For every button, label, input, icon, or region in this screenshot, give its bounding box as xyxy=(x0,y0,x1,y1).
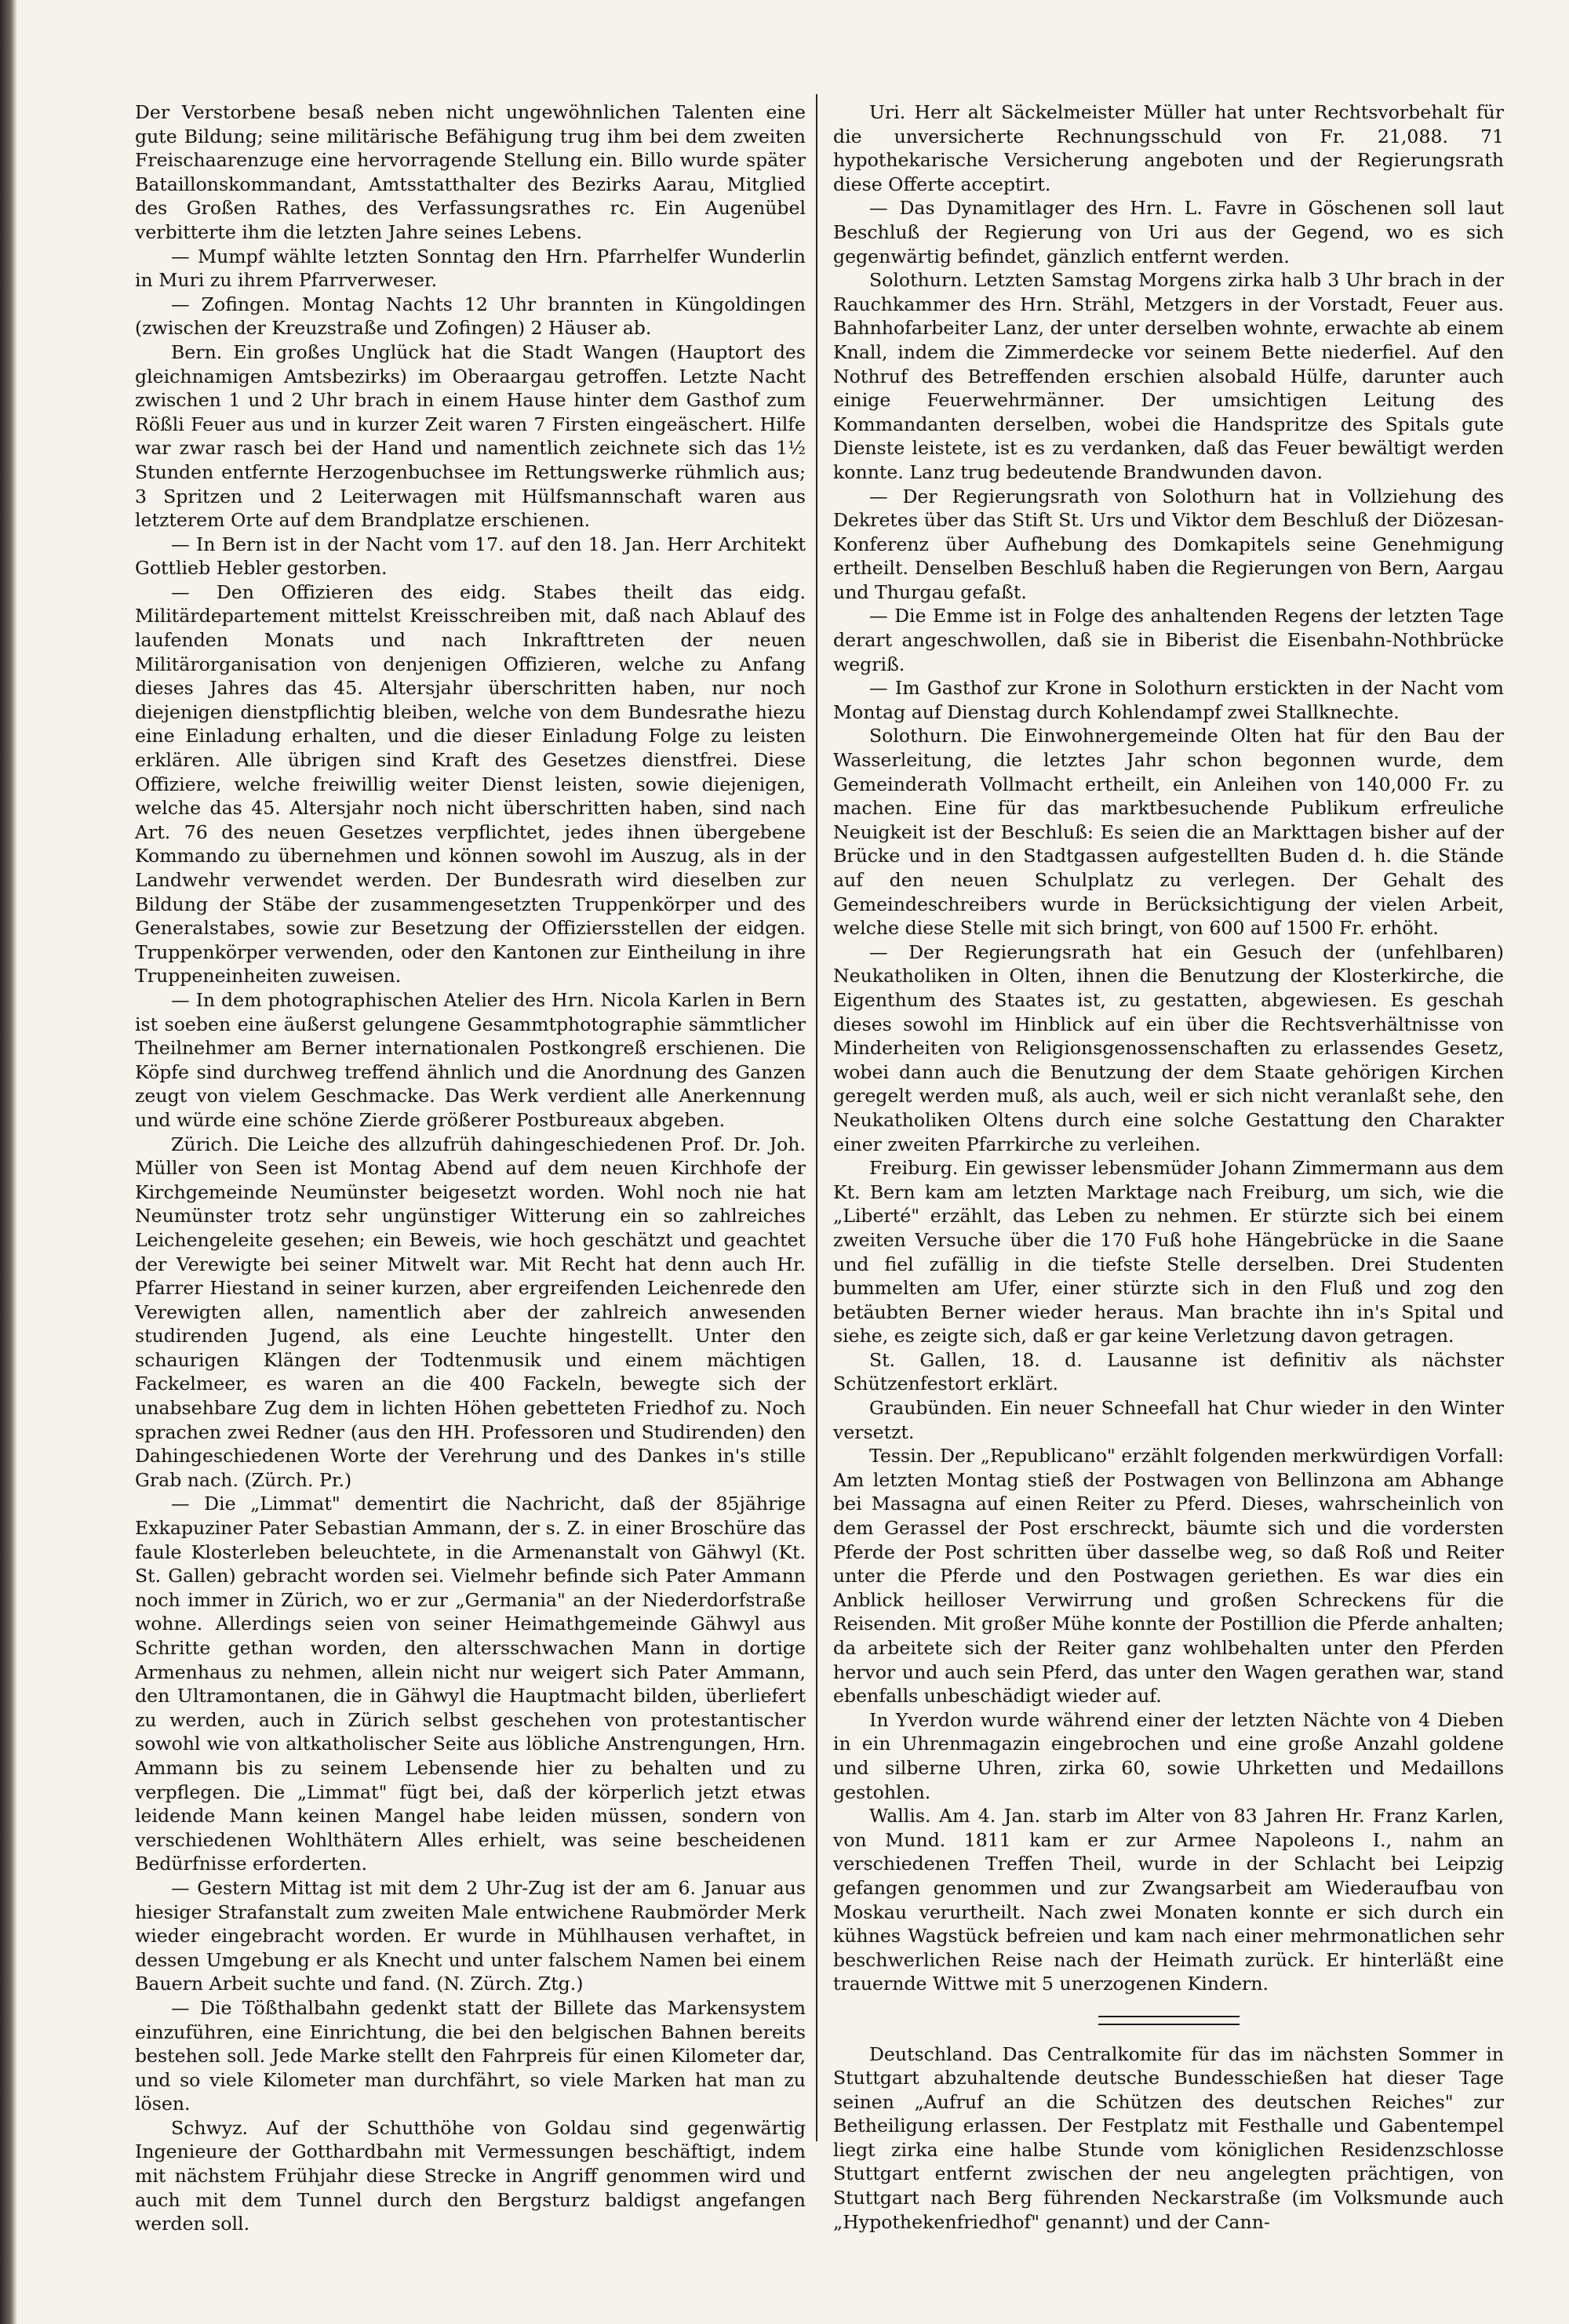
article-paragraph: — Den Offizieren des eidg. Stabes theilt das eidg. Militärdepartement mittelst Kreisschreiben mit, daß nach Ablauf des laufenden Monats und nach Inkrafttreten der neuen Militärorganisation von denjenigen Offizieren, welche zu Anfang dieses Jahres das 45. Altersjahr überschritten haben, nur noch diejenigen dienstpflichtig bleiben, welche von dem Bundesrathe hiezu eine Einladung erhalten, und die dieser Einladung Folge zu leisten erklären. Alle übrigen sind Kraft des Gesetzes dienstfrei. Diese Offiziere, welche freiwillig weiter Dienst leisten, sowie diejenigen, welche das 45. Altersjahr noch nicht überschritten haben, sind nach Art. 76 des neuen Gesetzes verpflichtet, jedes ihnen übergebene Kommando zu übernehmen und können sowohl im Auszug, als in der Landwehr verwendet werden. Der Bundesrath wird dieselben zur Bildung der Stäbe der zusammengesetzten Truppenkörper und des Generalstabes, sowie zur Besetzung der Offiziersstellen der eidgen. Truppenkörper verwenden, oder den Kantonen zur Eintheilung in ihre Truppeneinheiten zuweisen. xyxy=(135,580,806,987)
article-paragraph: — Der Regierungsrath hat ein Gesuch der (unfehlbaren) Neukatholiken in Olten, ihnen die Benutzung der Klosterkirche, die Eigenthum des Staates ist, zu gestatten, abgewiesen. Es geschah dieses sowohl im Hinblick auf ein über die Rechtsverhältnisse von Minderheiten von Religionsgenossenschaften zu erlassendes Gesetz, wobei dann auch die Benutzung der dem Staate gehörigen Kirchen geregelt werden muß, als auch, weil er sich nicht veranlaßt sehe, den Neukatholiken Oltens durch eine solche Gestattung den Charakter einer zweiten Pfarrkirche zu verleihen. xyxy=(833,940,1504,1155)
article-paragraph: — Die „Limmat" dementirt die Nachricht, daß der 85jährige Exkapuziner Pater Sebastian Ammann, der s. Z. in einer Broschüre das faule Klosterleben beleuchtete, in die Armenanstalt von Gähwyl (Kt. St. Gallen) gebracht worden sei. Vielmehr befinde sich Pater Ammann noch immer in Zürich, wo er zur „Germania" an der Niederdorfstraße wohne. Allerdings seien von seiner Heimathgemeinde Gähwyl aus Schritte gethan worden, den altersschwachen Mann in dortige Armenhaus zu nehmen, allein nicht nur weigert sich Pater Ammann, den Ultramontanen, die in Gähwyl die Hauptmacht bilden, überliefert zu werden, auch in Zürich selbst geschehen von protestantischer sowohl wie von altkatholischer Seite aus löbliche Anstrengungen, Hrn. Ammann bis zu seinem Lebensende hier zu behalten und zu verpflegen. Die „Limmat" fügt bei, daß der körperlich jetzt etwas leidende Mann keinen Mangel habe leiden müssen, sondern von verschiedenen Wohlthätern Alles erhielt, was seine bescheidenen Bedürfnisse erforderten. xyxy=(135,1493,806,1875)
section-separator xyxy=(833,2007,1504,2031)
article-paragraph: — Zofingen. Montag Nachts 12 Uhr brannten in Küngoldingen (zwischen der Kreuzstraße und Zofingen) 2 Häuser ab. xyxy=(135,293,806,340)
article-paragraph: — Im Gasthof zur Krone in Solothurn erstickten in der Nacht vom Montag auf Dienstag durch Kohlendampf zwei Stallknechte. xyxy=(833,677,1504,723)
page-binding-edge xyxy=(0,0,17,2324)
article-paragraph: St. Gallen, 18. d. Lausanne ist definitiv als nächster Schützenfestort erklärt. xyxy=(833,1348,1504,1395)
article-paragraph: Freiburg. Ein gewisser lebensmüder Johann Zimmermann aus dem Kt. Bern kam am letzten Marktage nach Freiburg, um sich, wie die „Liberté" erzählt, das Leben zu nehmen. Er stürzte sich bei einem zweiten Versuche über die 170 Fuß hohe Hängebrücke in die Saane und fiel zufällig in die tiefste Stelle derselben. Drei Studenten bummelten am Ufer, einer stürzte sich in den Fluß und zog den betäubten Berner wieder heraus. Man brachte ihn in's Spital und siehe, es zeigte sich, daß er gar keine Verletzung davon getragen. xyxy=(833,1157,1504,1347)
article-paragraph: Graubünden. Ein neuer Schneefall hat Chur wieder in den Winter versetzt. xyxy=(833,1397,1504,1443)
article-paragraph: — Das Dynamitlager des Hrn. L. Favre in Göschenen soll laut Beschluß der Regierung von Uri aus der Gegend, wo es sich gegenwärtig befindet, gänzlich entfernt werden. xyxy=(833,197,1504,267)
article-paragraph: — In Bern ist in der Nacht vom 17. auf den 18. Jan. Herr Architekt Gottlieb Hebler gestorben. xyxy=(135,533,806,580)
article-paragraph: — Der Regierungsrath von Solothurn hat in Vollziehung des Dekretes über das Stift St. Urs und Viktor dem Beschluß der Diözesan-Konferenz über Aufhebung des Domkapitels seine Genehmigung ertheilt. Denselben Beschluß haben die Regierungen von Bern, Aargau und Thurgau gefaßt. xyxy=(833,485,1504,603)
article-paragraph: Uri. Herr alt Säckelmeister Müller hat unter Rechtsvorbehalt für die unversicherte Rechnungsschuld von Fr. 21,088. 71 hypothekarische Versicherung angeboten und der Regierungsrath diese Offerte acceptirt. xyxy=(833,101,1504,195)
article-paragraph: Solothurn. Letzten Samstag Morgens zirka halb 3 Uhr brach in der Rauchkammer des Hrn. Strähl, Metzgers in der Vorstadt, Feuer aus. Bahnhofarbeiter Lanz, der unter derselben wohnte, erwachte ab einem Knall, indem die Zimmerdecke vor seinem Bette niederfiel. Auf den Nothruf des Betreffenden erschien alsobald Hülfe, darunter auch einige Feuerwehrmänner. Der umsichtigen Leitung des Kommandanten derselben, wobei die Handspritze des Spitals gute Dienste leistete, ist es zu verdanken, daß das Feuer bewältigt werden konnte. Lanz trug bedeutende Brandwunden davon. xyxy=(833,269,1504,483)
article-paragraph: Tessin. Der „Republicano" erzählt folgenden merkwürdigen Vorfall: Am letzten Montag stieß der Postwagen von Bellinzona am Abhange bei Massagna auf einen Reiter zu Pferd. Dieses, wahrscheinlich von dem Gerassel der Post erschreckt, bäumte sich und die vordersten Pferde der Post schritten über dasselbe weg, so daß Roß und Reiter unter die Pferde und den Postwagen geriethen. Es war dies ein Anblick heilloser Verwirrung und großen Schreckens für die Reisenden. Mit großer Mühe konnte der Postillion die Pferde anhalten; da arbeitete sich der Reiter ganz wohlbehalten unter den Pferden hervor und auch sein Pferd, das unter den Wagen gerathen war, stand ebenfalls unbeschädigt wieder auf. xyxy=(833,1445,1504,1708)
article-paragraph: In Yverdon wurde während einer der letzten Nächte von 4 Dieben in ein Uhrenmagazin eingebrochen und eine große Anzahl goldene und silberne Uhren, zirka 60, sowie Uhrketten und Medaillons gestohlen. xyxy=(833,1708,1504,1803)
article-paragraph: — Gestern Mittag ist mit dem 2 Uhr-Zug ist der am 6. Januar aus hiesiger Strafanstalt zum zweiten Male entwichene Raubmörder Merk wieder eingebracht worden. Er wurde in Mühlhausen verhaftet, in dessen Umgebung er als Knecht und unter falschem Namen bei einem Bauern Arbeit suchte und fand. (N. Zürch. Ztg.) xyxy=(135,1876,806,1995)
article-paragraph: Bern. Ein großes Unglück hat die Stadt Wangen (Hauptort des gleichnamigen Amtsbezirks) im Oberaargau getroffen. Letzte Nacht zwischen 1 und 2 Uhr brach in einem Hause hinter dem Gasthof zum Rößli Feuer aus und in kurzer Zeit waren 7 Firsten eingeäschert. Hilfe war zwar rasch bei der Hand und namentlich zeichnete sich das 1½ Stunden entfernte Herzogenbuchsee im Rettungswerke rühmlich aus; 3 Spritzen und 2 Leiterwagen mit Hülfsmannschaft waren aus letzterem Orte auf dem Brandplatze erschienen. xyxy=(135,340,806,532)
right-column xyxy=(833,100,1504,2234)
article-paragraph: Schwyz. Auf der Schutthöhe von Goldau sind gegenwärtig Ingenieure der Gotthardbahn mit Vermessungen beschäftigt, indem mit nächstem Frühjahr diese Strecke in Angriff genommen wird und auch mit dem Tunnel durch den Bergsturz baldigst angefangen werden soll. xyxy=(135,2116,806,2235)
article-paragraph: Zürich. Die Leiche des allzufrüh dahingeschiedenen Prof. Dr. Joh. Müller von Seen ist Montag Abend auf dem neuen Kirchhofe der Kirchgemeinde Neumünster beigesetzt worden. Wohl noch nie hat Neumünster trotz sehr ungünstiger Witterung ein so zahlreiches Leichengeleite gesehen; ein Beweis, wie hoch geschätzt und geachtet der Verewigte bei seiner Mitwelt war. Mit Recht hat denn auch Hr. Pfarrer Hiestand in seiner kurzen, aber ergreifenden Leichenrede den Verewigten allen, namentlich aber der zahlreich anwesenden studirenden Jugend, als eine Leuchte hingestellt. Unter den schaurigen Klängen der Todtenmusik und einem mächtigen Fackelmeer, es waren an die 400 Fackeln, bewegte sich der unabsehbare Zug dem in lichten Höhen gebetteten Friedhof zu. Noch sprachen zwei Redner (aus den HH. Professoren und Studirenden) den Dahingeschiedenen Worte der Verehrung und des Dankes in's stille Grab nach. (Zürch. Pr.) xyxy=(135,1133,806,1491)
article-paragraph: Deutschland. Das Centralkomite für das im nächsten Sommer in Stuttgart abzuhaltende deutsche Bundesschießen hat dieser Tage seinen „Aufruf an die Schützen des deutschen Reiches" zur Betheiligung erlassen. Der Festplatz mit Festhalle und Gabentempel liegt zirka eine halbe Stunde vom königlichen Residenzschlosse Stuttgart entfernt zwischen der neu angelegten prächtigen, von Stuttgart nach Berg führenden Neckarstraße (im Volksmunde auch „Hypothekenfriedhof" genannt) und der Cann- xyxy=(833,2042,1504,2233)
article-paragraph: — In dem photographischen Atelier des Hrn. Nicola Karlen in Bern ist soeben eine äußerst gelungene Gesammtphotographie sämmtlicher Theilnehmer am Berner internationalen Postkongreß erschienen. Die Köpfe sind durchweg treffend ähnlich und die Anordnung des Ganzen zeugt von vielem Geschmacke. Das Werk verdient alle Anerkennung und würde eine schöne Zierde größerer Postbureaux abgeben. xyxy=(135,988,806,1131)
article-paragraph: — Die Emme ist in Folge des anhaltenden Regens der letzten Tage derart angeschwollen, daß sie in Biberist die Eisenbahn-Nothbrücke wegriß. xyxy=(833,605,1504,675)
left-column xyxy=(135,100,806,2236)
article-paragraph: — Die Tößthalbahn gedenkt statt der Billete das Markensystem einzuführen, eine Einrichtung, die bei den belgischen Bahnen bereits bestehen soll. Jede Marke stellt den Fahrpreis für einen Kilometer dar, und so viele Kilometer man durchfährt, so viele Marken hat man zu lösen. xyxy=(135,1996,806,2115)
article-paragraph: — Mumpf wählte letzten Sonntag den Hrn. Pfarrhelfer Wunderlin in Muri zu ihrem Pfarrverweser. xyxy=(135,245,806,292)
article-paragraph: Wallis. Am 4. Jan. starb im Alter von 83 Jahren Hr. Franz Karlen, von Mund. 1811 kam er zur Armee Napoleons I., nahm an verschiedenen Treffen Theil, wurde in der Schlacht bei Leipzig gefangen genommen und zur Zwangsarbeit am Wiederaufbau von Moskau verurtheilt. Nach zwei Monaten konnte er sich durch ein kühnes Wagstück befreien und kam nach einer mehrmonatlichen sehr beschwerlichen Reise nach der Heimath zurück. Er hinterläßt eine trauernde Wittwe mit 5 unerzogenen Kindern. xyxy=(833,1805,1504,1995)
article-paragraph: Der Verstorbene besaß neben nicht ungewöhnlichen Talenten eine gute Bildung; seine militärische Befähigung trug ihm bei dem zweiten Freischaarenzuge eine hervorragende Stellung ein. Billo wurde später Bataillonskommandant, Amtsstatthalter des Bezirks Aarau, Mitglied des Großen Rathes, des Verfassungsrathes rc. Ein Augenübel verbitterte ihm die letzten Jahre seines Lebens. xyxy=(135,101,806,243)
column-divider xyxy=(816,94,817,2141)
double-rule xyxy=(1098,2016,1240,2025)
article-paragraph: Solothurn. Die Einwohnergemeinde Olten hat für den Bau der Wasserleitung, die letztes Jahr schon begonnen wurde, dem Gemeinderath Vollmacht ertheilt, ein Anleihen von 140,000 Fr. zu machen. Eine für das marktbesuchende Publikum erfreuliche Neuigkeit ist der Beschluß: Es seien die an Markttagen bisher auf der Brücke und in den Stadtgassen aufgestellten Buden d. h. die Stände auf den neuen Schulplatz zu verlegen. Der Gehalt des Gemeindeschreibers wurde in Berücksichtigung der vielen Arbeit, welche diese Stelle mit sich bringt, von 600 auf 1500 Fr. erhöht. xyxy=(833,725,1504,940)
